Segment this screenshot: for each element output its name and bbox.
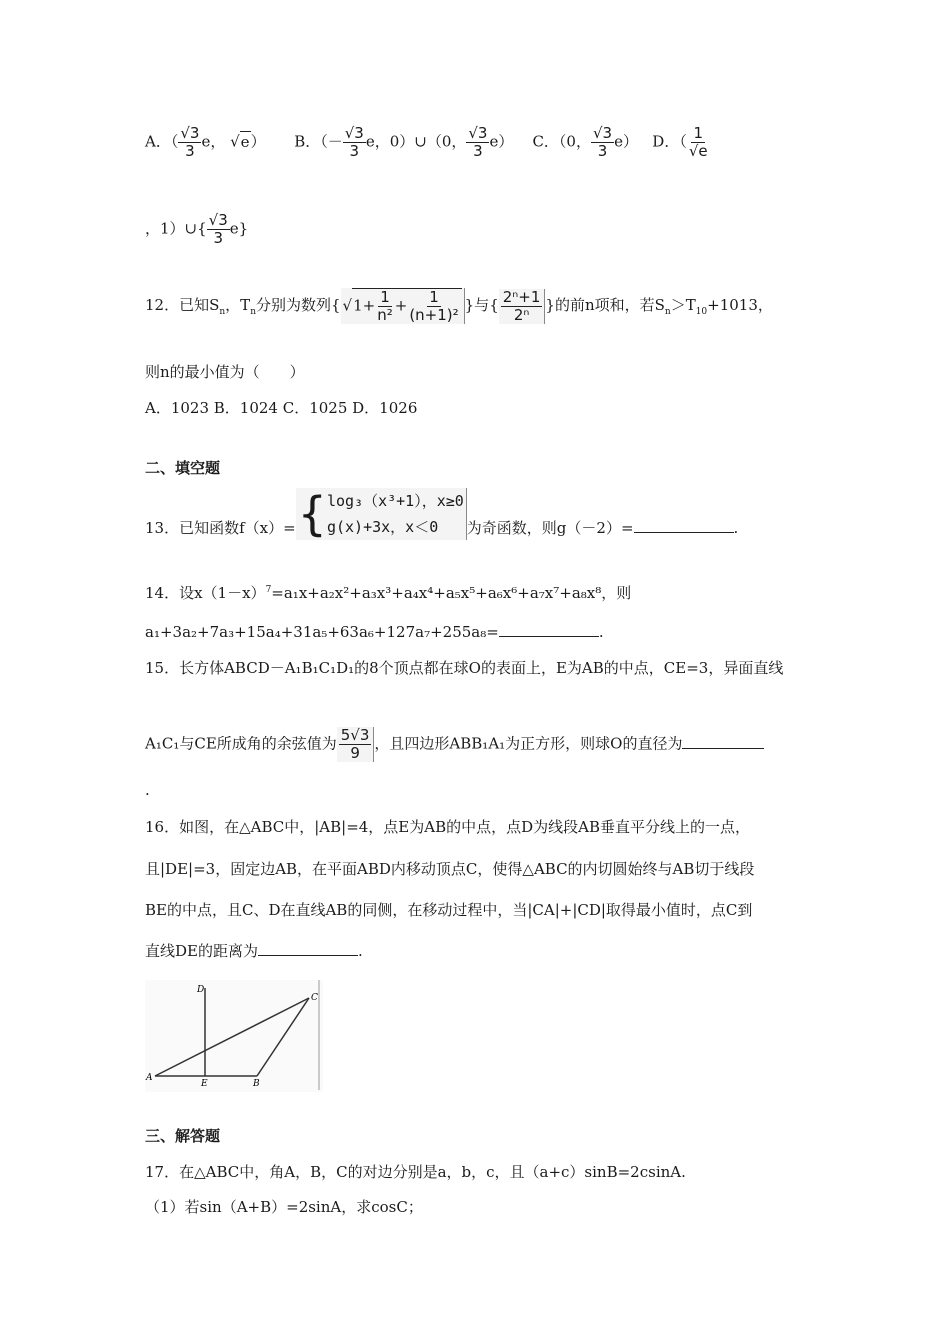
- triangle-diagram: [145, 980, 323, 1092]
- case-1: log₃（x³+1），x≥0: [326, 492, 464, 510]
- label-A: A: [146, 1073, 153, 1083]
- answer-blank[interactable]: [258, 941, 358, 956]
- q11-option-b-fraction2: [466, 125, 489, 160]
- fraction-denominator: 3: [213, 229, 223, 247]
- subscript: n: [250, 307, 256, 317]
- section-heading-fill-blank: 二、填空题: [145, 459, 221, 477]
- fraction-denominator: 2ⁿ: [513, 305, 530, 324]
- q13-piecewise: [296, 488, 467, 540]
- q12-text: }与{: [464, 296, 499, 314]
- fraction-denominator: 3: [349, 142, 360, 160]
- q11-option-a-fraction: [178, 125, 201, 160]
- fraction-numerator: √3: [180, 124, 200, 142]
- q14-end: .: [598, 623, 604, 641]
- q11-option-a-close: ）: [250, 132, 266, 151]
- fraction-denominator: 3: [185, 142, 195, 160]
- q12-text: ＞T: [670, 296, 696, 314]
- q11-option-b-tail2: e）: [489, 132, 514, 151]
- q17-line1: 17．在△ABC中，角A，B，C的对边分别是a，b，c，且（a+c）sinB=2csinA.: [145, 1163, 686, 1181]
- q11-option-b-label: B．（－: [294, 132, 343, 151]
- fraction-numerator: √3: [592, 124, 613, 142]
- segment-AC: [155, 998, 309, 1076]
- q11-option-b-fraction: [343, 125, 366, 160]
- fraction-numerator: √3: [468, 124, 488, 142]
- q12-line2: 则n的最小值为（ ）: [145, 363, 305, 381]
- answer-blank[interactable]: [634, 518, 734, 533]
- q11-option-d-fraction: [687, 125, 710, 160]
- q15-line2: [145, 727, 764, 762]
- q16-end: .: [357, 942, 363, 960]
- q12-stem: [145, 288, 773, 324]
- q12-text: }的前n项和，若S: [545, 296, 665, 314]
- q14-text: 14．设x（1－x）: [145, 584, 266, 602]
- q11-option-d-fraction2: [207, 212, 230, 247]
- fraction-numerator: √3: [208, 211, 228, 229]
- q11-option-a-sqrt: e: [240, 132, 250, 151]
- fraction: [501, 289, 543, 324]
- label-B: B: [253, 1079, 260, 1089]
- fraction-numerator: √3: [344, 124, 364, 142]
- q11-option-d-label: D．（: [652, 132, 687, 151]
- label-D: D: [197, 985, 205, 995]
- case-2: g(x)+3x，x＜0: [326, 518, 439, 536]
- subscript: 10: [695, 307, 708, 317]
- q13: [145, 487, 739, 541]
- q15-fraction-image: [337, 727, 375, 762]
- q11-option-b-tail: e，0）∪（0，: [365, 132, 467, 151]
- q11-option-d-line2b: e}: [229, 219, 249, 238]
- fraction-denominator: n²: [377, 306, 393, 324]
- radicand-text: 1+: [353, 296, 376, 315]
- q13-prefix: 13．已知函数f（x）=: [145, 519, 296, 537]
- q14-line1: [145, 580, 631, 603]
- q15-text: A₁C₁与CE所成角的余弦值为: [145, 734, 337, 753]
- segment-BC: [257, 998, 309, 1076]
- q11-option-c-tail: e）: [614, 132, 638, 151]
- q11-option-c-fraction: [591, 125, 614, 160]
- left-brace-icon: {: [297, 487, 327, 541]
- q11-option-a-tail: e，: [201, 132, 226, 151]
- q11-option-a-label: A．（: [145, 132, 179, 151]
- q12-text: 12．已知S: [145, 296, 220, 314]
- label-C: C: [311, 993, 318, 1003]
- superscript: 7: [265, 585, 272, 595]
- q11-option-c-label: C．（0，: [532, 132, 591, 151]
- fraction: [339, 727, 372, 762]
- q11-options-line2: [145, 212, 248, 247]
- q13-suffix: 为奇函数，则g（－2）=: [466, 519, 634, 537]
- q16-line4: [145, 941, 363, 961]
- q11-option-d-line2a: ，1）∪{: [145, 219, 207, 238]
- q16-line1: 16．如图，在△ABC中，|AB|=4，点E为AB的中点，点D为线段AB垂直平分线上的一点，: [145, 818, 750, 836]
- q15-line3: .: [145, 781, 150, 799]
- q12-text: +1013，: [707, 296, 773, 314]
- fraction-numerator: 1: [429, 288, 439, 306]
- q16-text: 直线DE的距离为: [145, 942, 258, 960]
- fraction-denominator: 9: [350, 744, 360, 762]
- q14-text: =a₁x+a₂x²+a₃x³+a₄x⁴+a₅x⁵+a₆x⁶+a₇x⁷+a₈x⁸，则: [271, 584, 632, 602]
- answer-blank[interactable]: [682, 734, 764, 749]
- q13-end: .: [733, 519, 739, 537]
- fraction: [407, 289, 460, 324]
- q16-line3: BE的中点，且C、D在直线AB的同侧，在移动过程中，当|CA|+|CD|取得最小值时，点C到: [145, 901, 753, 919]
- label-E: E: [201, 1079, 208, 1089]
- answer-blank[interactable]: [499, 622, 599, 637]
- q11-options-line1: A．（ $\frac{√3}{3}$ e， √e） B．（－ $\frac{√3}{3}$ e，0）∪（0， $\frac{√3}{3}$ e） C．（0， $\frac{√3}{3}$ e） D．（ $\frac{1}{√e}$: [145, 124, 708, 160]
- fraction: [375, 289, 395, 324]
- subscript: n: [664, 307, 671, 317]
- radicand: 1+ $\frac{1}{\text{n²}}$ + $\frac{1}{\text{(n+1)²}}$: [352, 288, 462, 324]
- fraction-denominator: √e: [688, 142, 708, 160]
- fraction-denominator: 3: [473, 142, 483, 160]
- q12-sequence-formula-1: √1+ $\frac{1}{\text{n²}}$ + $\frac{1}{\text{(n+1)²}}$: [341, 288, 465, 324]
- q14-text: a₁+3a₂+7a₃+15a₄+31a₅+63a₆+127a₇+255a₈=: [145, 623, 499, 641]
- q12-options: A．1023 B．1024 C．1025 D．1026: [145, 399, 418, 417]
- q15-line1: 15．长方体ABCD－A₁B₁C₁D₁的8个顶点都在球O的表面上，E为AB的中点，CE=3，异面直线: [145, 659, 784, 677]
- q12-text: 分别为数列{: [255, 296, 341, 314]
- q17-line2: （1）若sin（A+B）=2sinA，求cosC；: [145, 1198, 423, 1216]
- fraction-denominator: 3: [597, 142, 608, 160]
- fraction-numerator: 1: [380, 288, 390, 306]
- fraction-numerator: 1: [693, 124, 703, 142]
- q16-triangle-figure: [145, 980, 323, 1092]
- q12-text: ，T: [225, 296, 251, 314]
- section-heading-solve: 三、解答题: [145, 1127, 221, 1145]
- subscript: n: [219, 307, 226, 317]
- q12-sequence-formula-2: [499, 289, 546, 324]
- q14-line2: [145, 622, 604, 642]
- q16-line2: 且|DE|=3，固定边AB，在平面ABD内移动顶点C，使得△ABC的内切圆始终与AB切于线段: [145, 860, 755, 878]
- fraction-numerator: 2ⁿ+1: [502, 287, 541, 306]
- piecewise-cases: [327, 488, 464, 540]
- q15-text: ，且四边形ABB₁A₁为正方形，则球O的直径为: [374, 734, 683, 753]
- fraction-denominator: (n+1)²: [409, 306, 459, 324]
- fraction-numerator: 5√3: [340, 726, 370, 744]
